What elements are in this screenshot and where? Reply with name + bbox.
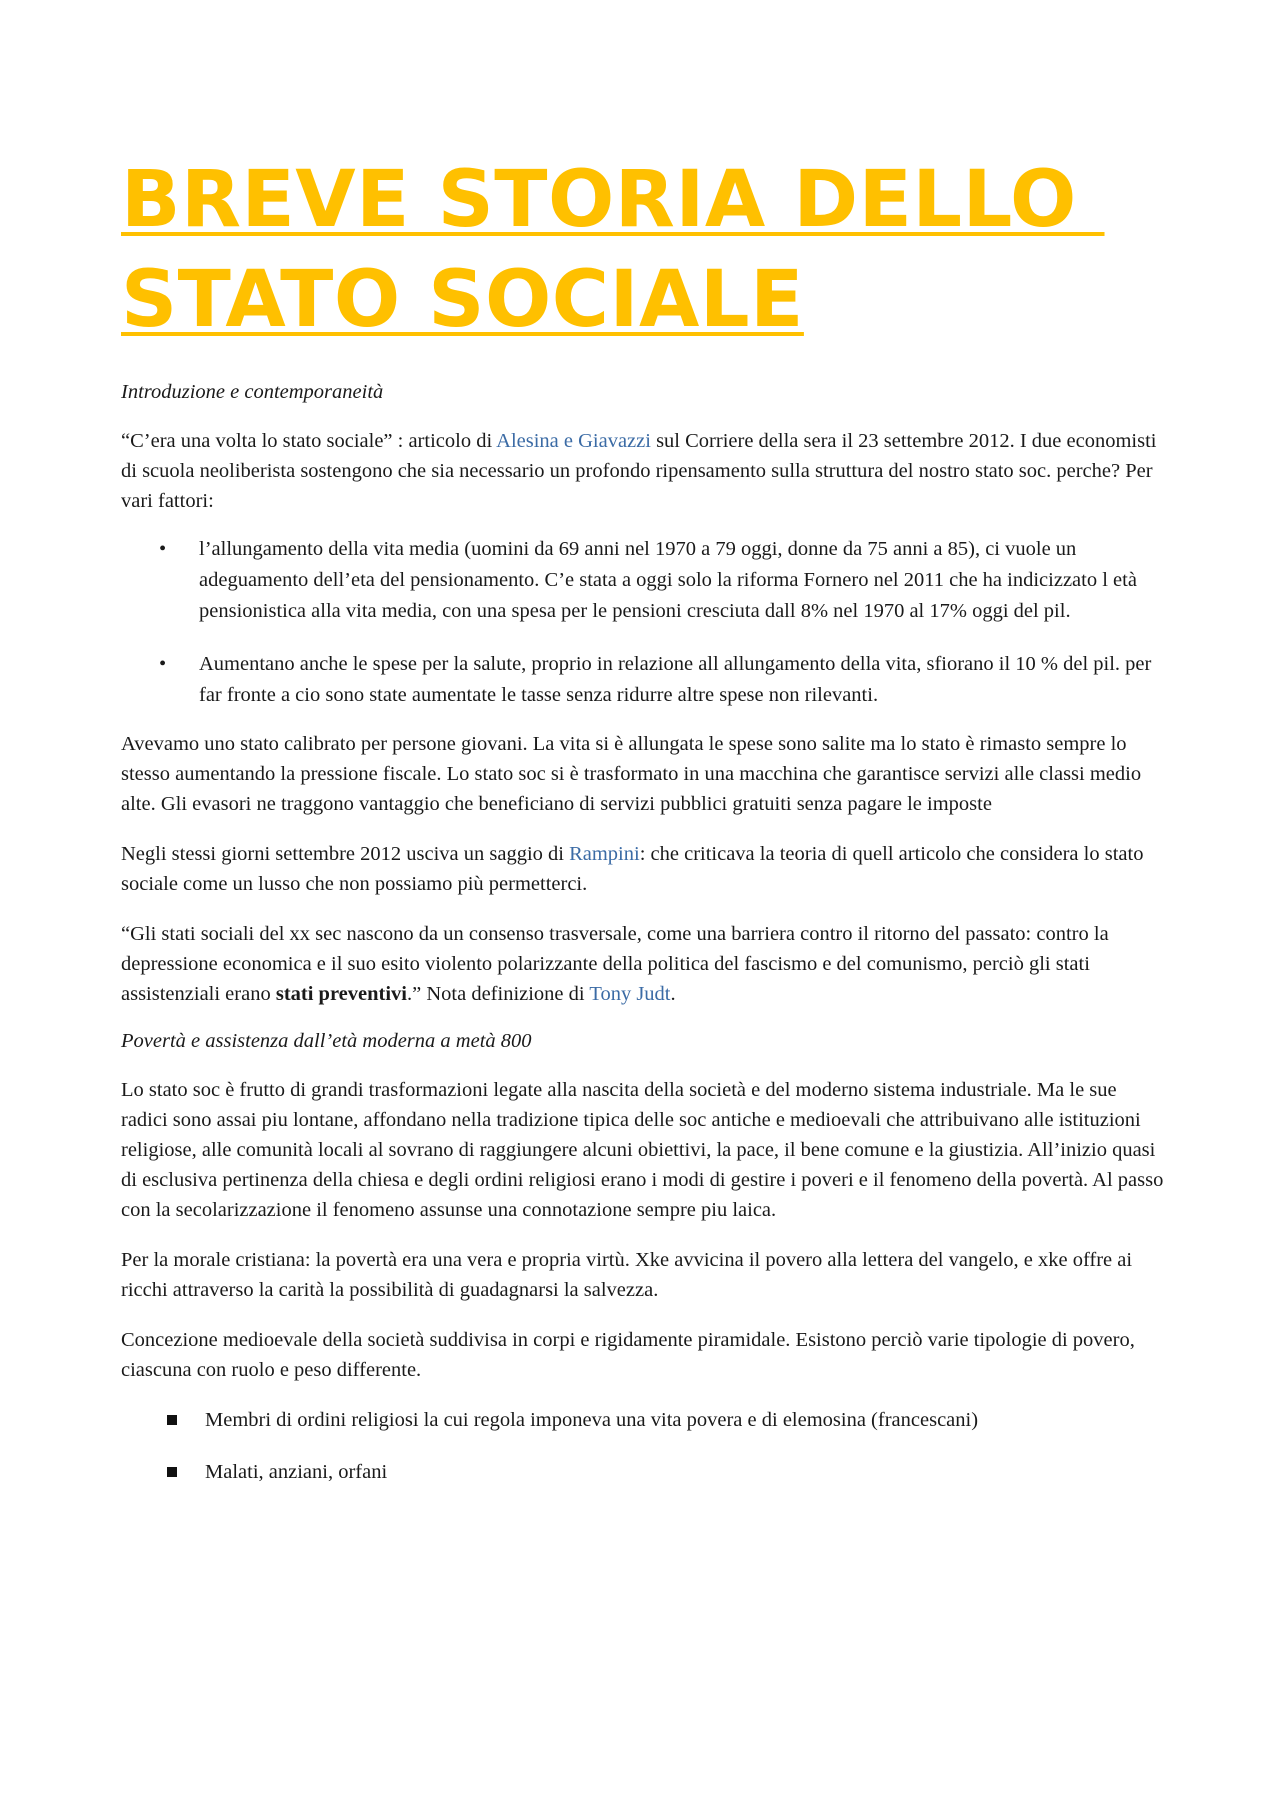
list-item: • l’allungamento della vita media (uomini da 69 anni nel 1970 a 79 oggi, donne da 75 anni a 85), ci vuole un adeguamento dell’eta del pensionamento. C’e stata a oggi solo la riforma Fornero nel 2011 che ha indicizzato l età pensionistica alla vita media, con una spesa per le pensioni cresciuta dall 8% nel 1970 al 17% oggi del pil. xyxy=(121,534,1166,627)
factors-list xyxy=(121,534,1166,711)
list-item: Malati, anziani, orfani xyxy=(121,1457,1166,1487)
paragraph-rampini: Negli stessi giorni settembre 2012 usciva un saggio di Rampini: che criticava la teoria di quell articolo che considera lo stato sociale come un lusso che non possiamo più permetterci. xyxy=(121,843,1144,895)
link-tony-judt[interactable]: Tony Judt xyxy=(589,983,671,1005)
link-rampini[interactable]: Rampini xyxy=(569,843,640,865)
section-heading-introduzione: Introduzione e contemporaneità xyxy=(121,381,384,403)
list-item: • Aumentano anche le spese per la salute, proprio in relazione all allungamento della vita, sfiorano il 10 % del pil. per far fronte a cio sono state aumentate le tasse senza ridurre altre spese non rilevanti. xyxy=(121,649,1166,711)
list-item: Membri di ordini religiosi la cui regola imponeva una vita povera e di elemosina (francescani) xyxy=(121,1405,1166,1435)
link-alesina-giavazzi[interactable]: Alesina e Giavazzi xyxy=(496,430,651,452)
paragraph-stato-soc-frutto: Lo stato soc è frutto di grandi trasformazioni legate alla nascita della società e del moderno sistema industriale. Ma le sue radici sono assai piu lontane, affondano nella tradizione tipica delle soc antiche e medioevali che attribuivano alle istituzioni religiose, alle comunità locali al sovrano di raggiungere alcuni obiettivi, la pace, il bene comune e la giustizia. All’inizio quasi di esclusiva pertinenza della chiesa e degli ordini religiosi erano i modi di gestire i poveri e il fenomeno della povertà. Al passo con la secolarizzazione il fenomeno assunse una connotazione sempre piu laica. xyxy=(121,1079,1164,1221)
poveri-list xyxy=(121,1405,1166,1487)
square-bullet-icon xyxy=(167,1415,177,1425)
title-line-1: BREVE STORIA DELLO xyxy=(121,155,1105,245)
paragraph-stato-calibrato: Avevamo uno stato calibrato per persone giovani. La vita si è allungata le spese sono salite ma lo stato è rimasto sempre lo stesso aumentando la pressione fiscale. Lo stato soc si è trasformato in una macchina che garantisce servizi alle classi medio alte. Gli evasori ne traggono vantaggio che beneficiano di servizi pubblici gratuiti senza pagare le imposte xyxy=(121,733,1142,815)
bullet-icon: • xyxy=(159,653,167,675)
document-title xyxy=(121,150,1166,350)
paragraph-morale-cristiana: Per la morale cristiana: la povertà era una vera e propria virtù. Xke avvicina il povero alla lettera del vangelo, e xke offre ai ricchi attraverso la carità la possibilità di guadagnarsi la salvezza. xyxy=(121,1249,1133,1301)
bullet-icon: • xyxy=(159,538,167,560)
paragraph-articolo: “C’era una volta lo stato sociale” : articolo di Alesina e Giavazzi sul Corriere della sera il 23 settembre 2012. I due economisti di scuola neoliberista sostengono che sia necessario un profondo ripensamento sulla struttura del nostro stato soc. perche? Per vari fattori: xyxy=(121,430,1157,512)
document-page xyxy=(121,150,1166,1509)
paragraph-concezione-medioevale: Concezione medioevale della società suddivisa in corpi e rigidamente piramidale. Esistono perciò varie tipologie di povero, ciascuna con ruolo e peso differente. xyxy=(121,1329,1135,1381)
section-heading-poverta: Povertà e assistenza dall’età moderna a metà 800 xyxy=(121,1030,532,1052)
square-bullet-icon xyxy=(167,1467,177,1477)
title-line-2: STATO SOCIALE xyxy=(121,255,804,345)
paragraph-quote-judt: “Gli stati sociali del xx sec nascono da un consenso trasversale, come una barriera contro il ritorno del passato: contro la depressione economica e il suo esito violento polarizzante della politica del fascismo e del comunismo, perciò gli stati assistenziali erano stati preventivi.” Nota definizione di Tony Judt. xyxy=(121,923,1109,1005)
